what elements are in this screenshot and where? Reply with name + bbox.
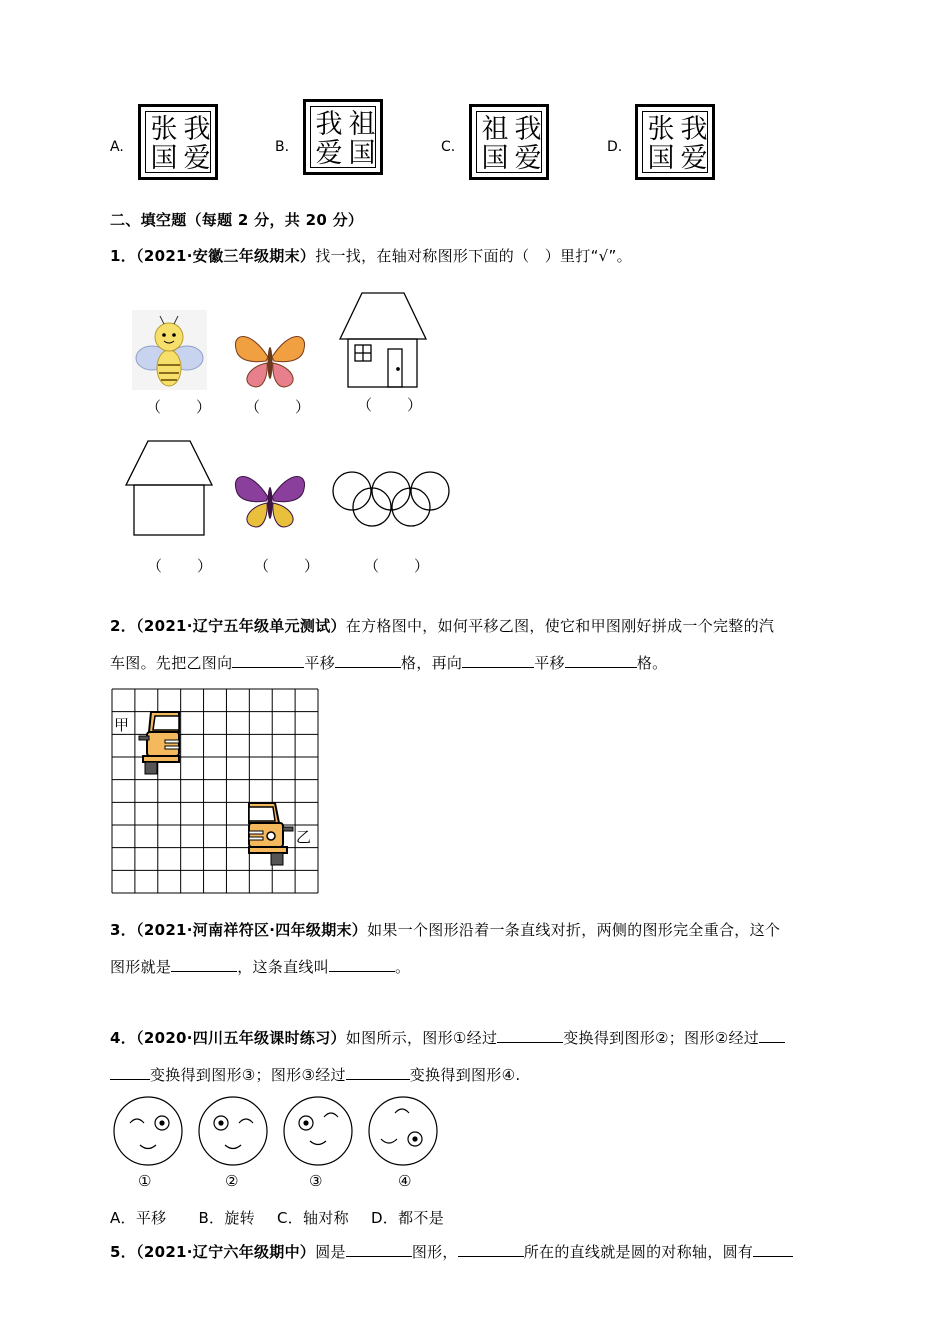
q5-blank-3[interactable] (753, 1242, 793, 1257)
q2-line-1: 2．（2021·辽宁五年级单元测试）在方格图中，如何平移乙图，使它和甲图刚好拼成一个完整的汽 (110, 617, 775, 635)
q2-grid (111, 688, 319, 894)
q2-blank-2[interactable] (335, 653, 401, 668)
q3-blank-1[interactable] (171, 957, 237, 972)
seal-c: 祖 我 国 爱 (469, 104, 549, 180)
option-d-label: D. (607, 139, 623, 155)
q1-paren-5[interactable]: （ ） (254, 557, 330, 575)
bee-image (132, 310, 207, 390)
q4-option-b[interactable]: B．旋转 (198, 1209, 255, 1227)
car-yi-image (249, 803, 293, 865)
q1-paren-2[interactable]: （ ） (245, 398, 321, 416)
q5-blank-1[interactable] (346, 1242, 412, 1257)
q1-line: 1．（2021·安徽三年级期末）找一找，在轴对称图形下面的（ ）里打“√”。 (110, 247, 632, 265)
face-4-label: ④ (398, 1172, 412, 1190)
label-jia: 甲 (114, 716, 130, 734)
face-2-label: ② (225, 1172, 239, 1190)
seal-d: 张 我 国 爱 (635, 104, 715, 180)
face-3-label: ③ (309, 1172, 323, 1190)
q4-option-d[interactable]: D．都不是 (370, 1209, 445, 1227)
seal-b: 我 祖 爱 国 (303, 99, 383, 175)
seal-a: 我 张 国 爱 (138, 104, 218, 180)
q1-paren-3[interactable]: （ ） (357, 396, 433, 414)
option-c-label: C. (441, 139, 456, 155)
q5-line-1: 5．（2021·辽宁六年级期中）圆是 图形， 所在的直线就是圆的对称轴，圆有 (110, 1241, 793, 1262)
option-a-label: A. (110, 139, 124, 155)
face-3 (284, 1097, 352, 1165)
butterfly-purple-image (235, 476, 304, 527)
q3-blank-2[interactable] (329, 957, 395, 972)
q4-option-a[interactable]: A．平移 (110, 1209, 167, 1227)
section-title: 二、填空题（每题 2 分，共 20 分） (110, 211, 364, 229)
q3-line-2: 图形就是 ，这条直线叫 。 (110, 958, 411, 976)
face-4 (369, 1097, 437, 1165)
olympic-rings-image (333, 472, 449, 526)
label-yi: 乙 (296, 828, 312, 846)
q2-line-2: 车图。先把乙图向 平移 格，再向 平移 格。 (110, 654, 668, 672)
q1-paren-6[interactable]: （ ） (364, 557, 440, 575)
car-jia-image (139, 712, 179, 774)
q4-line-2: 变换得到图形③；图形③经过 变换得到图形④. (110, 1064, 520, 1085)
q4-option-c[interactable]: C．轴对称 (276, 1209, 349, 1227)
face-1 (114, 1097, 182, 1165)
q4-blank-2b[interactable] (110, 1065, 150, 1080)
q2-blank-1[interactable] (232, 653, 304, 668)
face-2 (199, 1097, 267, 1165)
q2-blank-4[interactable] (565, 653, 637, 668)
q1-paren-4[interactable]: （ ） (147, 557, 223, 575)
q1-figures (110, 285, 470, 585)
face-1-label: ① (138, 1172, 152, 1190)
q4-blank-2a[interactable] (759, 1028, 785, 1043)
q4-blank-3[interactable] (346, 1065, 410, 1080)
option-b-label: B. (275, 139, 290, 155)
q4-options (110, 1207, 444, 1228)
q5-blank-2[interactable] (458, 1242, 524, 1257)
q3-line-1: 3．（2021·河南祥符区·四年级期末）如果一个图形沿着一条直线对折，两侧的图形完全重合，这个 (110, 921, 781, 939)
q4-blank-1[interactable] (497, 1028, 563, 1043)
butterfly-orange-image (235, 336, 304, 387)
q2-blank-3[interactable] (462, 653, 534, 668)
q4-line-1: 4．（2020·四川五年级课时练习）如图所示，图形①经过 变换得到图形②；图形②经过 (110, 1027, 785, 1048)
house-with-door-image (340, 293, 426, 387)
q1-paren-1[interactable]: （ ） (146, 398, 222, 416)
q4-faces (110, 1095, 450, 1175)
house-plain-image (126, 441, 212, 535)
